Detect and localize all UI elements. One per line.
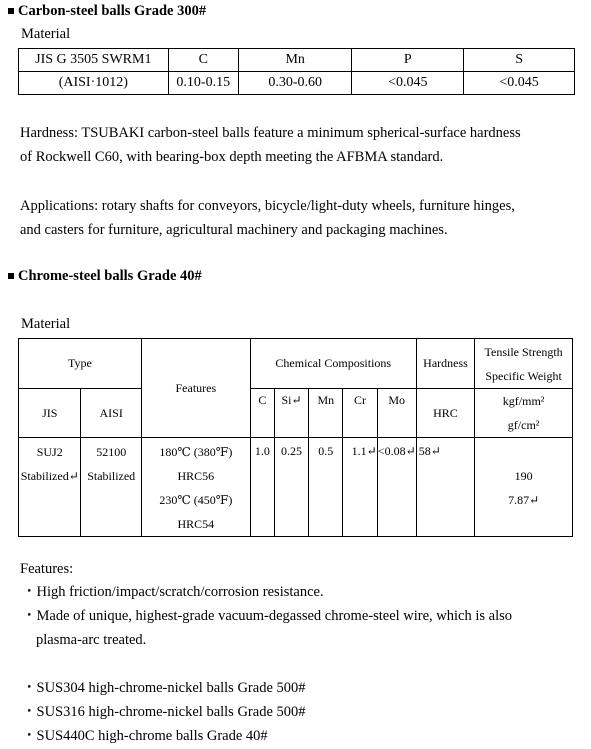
list-item: ・SUS316 high-chrome-nickel balls Grade 500# [22, 704, 306, 720]
cr-header: Cr [343, 389, 377, 438]
table-cell: 0.10-0.15 [168, 72, 238, 95]
hardness-paragraph [20, 121, 580, 169]
mo-value: <0.08↵ [377, 438, 416, 537]
aisi-value: 52100 [96, 445, 127, 459]
feature-item: ・High friction/impact/scratch/corrosion resistance. [22, 584, 324, 600]
table-row [19, 72, 575, 95]
carbon-material-label: Material [21, 26, 71, 42]
carbon-steel-heading [8, 3, 206, 20]
table-row [19, 49, 575, 72]
unit-kgf: kgf/mm² [502, 394, 545, 408]
table-cell: Mn [238, 49, 352, 72]
specific-weight-label: Specific Weight [485, 368, 562, 383]
table-cell: JIS G 3505 SWRM1 [19, 49, 169, 72]
type-header: Type [19, 339, 142, 389]
chrome-steel-heading [8, 268, 202, 285]
applications-line: and casters for furniture, agricultural machinery and packaging machines. [20, 222, 448, 238]
hardness-header: Hardness [416, 339, 474, 389]
jis-value: Stabilized↵ [20, 469, 79, 483]
cr-value: 1.1↵ [343, 438, 377, 537]
table-row [19, 339, 573, 389]
feature-item: ・Made of unique, highest-grade vacuum-degassed chrome-steel wire, which is also [22, 608, 513, 624]
hardness-line: of Rockwell C60, with bearing-box depth meeting the AFBMA standard. [20, 149, 444, 165]
mn-value: 0.5 [309, 438, 343, 537]
units-header [475, 389, 573, 438]
aisi-header: AISI [81, 389, 141, 438]
chemical-header: Chemical Compositions [250, 339, 416, 389]
feature-item: plasma-arc treated. [36, 632, 147, 648]
mo-header: Mo [377, 389, 416, 438]
c-header: C [250, 389, 274, 438]
table-cell: 0.30-0.60 [238, 72, 352, 95]
si-header: Si↵ [274, 389, 308, 438]
carbon-steel-title: Carbon-steel balls Grade 300# [18, 3, 207, 19]
aisi-cell [81, 438, 141, 537]
weight-value: 7.87↵ [508, 493, 540, 507]
list-item: ・SUS304 high-chrome-nickel balls Grade 500# [22, 680, 306, 696]
table-row [19, 438, 573, 537]
c-value: 1.0 [250, 438, 274, 537]
si-value: 0.25 [274, 438, 308, 537]
hrc-value: 58↵ [416, 438, 474, 537]
unit-gf: gf/cm² [507, 418, 540, 432]
carbon-composition-table [18, 48, 575, 95]
tensile-cell [475, 438, 573, 537]
jis-header: JIS [19, 389, 81, 438]
table-cell: S [464, 49, 575, 72]
hrc-header: HRC [416, 389, 474, 438]
table-cell: P [352, 49, 464, 72]
square-bullet-icon [8, 8, 14, 14]
features-cell [141, 438, 250, 537]
list-item: ・SUS440C high-chrome balls Grade 40# [22, 728, 268, 744]
feature-value: 230℃ (450℉) [159, 493, 233, 507]
hardness-line: Hardness: TSUBAKI carbon-steel balls feature a minimum spherical-surface hardness [20, 125, 521, 141]
tensile-value: 190 [514, 469, 533, 483]
feature-value: HRC54 [177, 517, 215, 531]
table-cell: <0.045 [464, 72, 575, 95]
tensile-label: Tensile Strength [484, 344, 563, 359]
table-cell: C [168, 49, 238, 72]
features-header: Features [141, 339, 250, 438]
mn-header: Mn [309, 389, 343, 438]
jis-cell [19, 438, 81, 537]
feature-value: HRC56 [177, 469, 215, 483]
applications-line: Applications: rotary shafts for conveyors, bicycle/light-duty wheels, furniture hinges, [20, 198, 515, 214]
table-cell: (AISI·1012) [19, 72, 169, 95]
applications-paragraph [20, 194, 580, 242]
tensile-header [475, 339, 573, 389]
aisi-value: Stabilized [87, 469, 136, 483]
table-row [19, 389, 573, 438]
jis-value: SUJ2 [36, 445, 63, 459]
chrome-steel-title: Chrome-steel balls Grade 40# [18, 268, 202, 284]
table-cell: <0.045 [352, 72, 464, 95]
features-label: Features: [20, 561, 74, 577]
square-bullet-icon [8, 273, 14, 279]
feature-value: 180℃ (380℉) [159, 445, 233, 459]
chrome-composition-table [18, 338, 573, 537]
chrome-material-label: Material [21, 316, 71, 332]
